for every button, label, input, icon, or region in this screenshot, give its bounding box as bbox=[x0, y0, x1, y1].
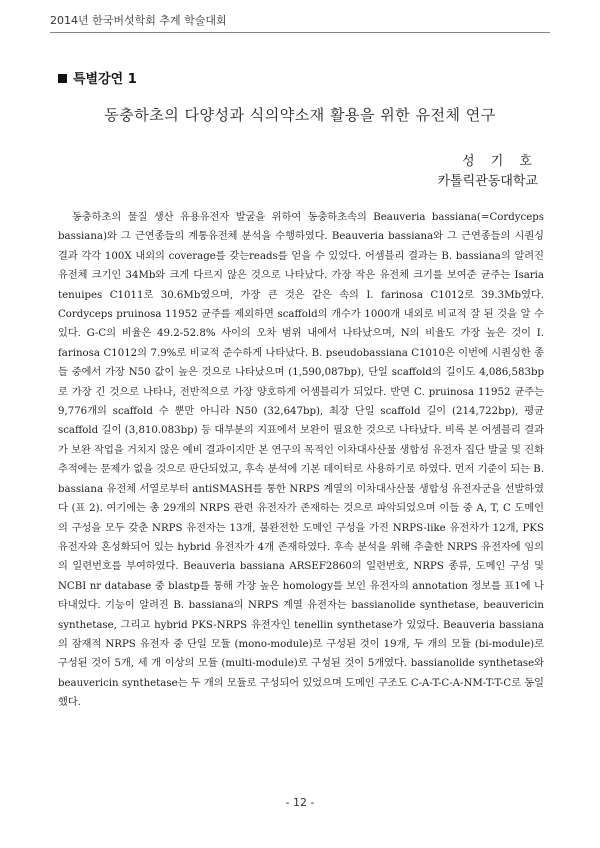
author-affiliation: 카톨릭관동대학교 bbox=[437, 174, 538, 189]
abstract-paragraph: 동충하초의 물질 생산 유용유전자 발굴을 위하여 동충하초속의 Beauveria bassiana(=Cordyceps bassiana)와 그 근연종들의 계통유전체 분석을 수행하였다. Beauveria bassiana와 그 근연종들의 시퀀싱 결과 각각 100X 내외의 coverage를 갖는reads를 얻을 수 있었다. 어셈블리 결과는 B. bassiana의 알려진 유전체 크기인 34Mb와 크게 다르지 않은 것으로 나타났다. 가장 작은 유전체 크기를 보여준 균주는 Isaria tenuipes C1011로 30.6Mb였으며, 가장 큰 것은 같은 속의 I. farinosa C1012로 39.3Mb였다. Cordyceps pruinosa 11952 균주를 제외하면 scaffold의 개수가 1000개 내외로 비교적 잘 된 것을 알 수 있다. G-C의 비율은 49.2-52.8% 사이의 오차 범위 내에서 나타났으며, N의 비율도 가장 높은 것이 I. farinosa C1012의 7.9%로 비교적 준수하게 나타났다. B. pseudobassiana C1010은 이번에 시퀀싱한 종들 중에서 가장 N50 값이 높은 것으로 나타났으며 (1,590,087bp), 단일 scaffold의 길이도 4,086,583bp로 가장 긴 것으로 나타나, 전반적으로 가장 양호하게 어셈블리가 되었다. 반면 C. pruinosa 11952 균주는 9,776개의 scaffold 수 뿐만 아니라 N50 (32,647bp), 최장 단일 scaffold 길이 (214,722bp), 평균 scaffold 길이 (3,810.083bp) 등 대부분의 지표에서 보완이 필요한 것으로 나타났다. 비록 본 어셈블리 결과가 보완 작업을 거치지 않은 예비 결과이지만 본 연구의 목적인 이차대사산물 생합성 유전자 집단 발굴 및 진화 추적에는 문제가 없을 것으로 판단되었고, 후속 분석에 기본 데이터로 사용하기로 하였다. 먼저 기준이 되는 B. bassiana 유전체 서열로부터 antiSMASH를 통한 NRPS 계열의 이차대사산물 생합성 유전자군을 선발하였다 (표 2). 여기에는 총 29개의 NRPS 관련 유전자가 존재하는 것으로 파악되었으며 이들 중 A, T, C 도메인의 구성을 모두 갖춘 NRPS 유전자는 13개, 불완전한 도메인 구성을 가진 NRPS-like 유전자가 12개, PKS 유전자와 혼성화되어 있는 hybrid 유전자가 4개 존재하였다. 후속 분석을 위해 추출한 NRPS 유전자에 임의의 일련번호를 부여하였다. Beauveria bassiana ARSEF2860의 일련번호, NRPS 종류, 도메인 구성 및 NCBI nr database 중 blastp를 통해 가장 높은 homology를 보인 유전자의 annotation 정보를 표1에 나타내었다. 기능이 알려진 B. bassiana의 NRPS 계열 유전자는 bassianolide synthetase, beauvericin synthetase, 그리고 hybrid PKS-NRPS 유전자인 tenellin synthetase가 있었다. Beauveria bassiana의 잠재적 NRPS 유전자 중 단일 모듈 (mono-module)로 구성된 것이 19개, 두 개의 모듈 (bi-module)로 구성된 것이 5개, 세 개 이상의 모듈 (multi-module)로 구성된 것이 5개였다. bassianolide synthetase와 beauvericin synthetase는 두 개의 모듈로 구성되어 있었으며 도메인 구조도 C-A-T-C-A-NM-T-T-C로 동일했다. bbox=[58, 212, 544, 709]
section-heading bbox=[58, 68, 137, 87]
author-name: 성 기 호 bbox=[462, 154, 538, 169]
square-bullet-icon bbox=[58, 74, 67, 83]
running-header: 2014년 한국버섯학회 추계 학술대회 bbox=[50, 12, 550, 33]
paper-title: 동충하초의 다양성과 식의약소재 활용을 위한 유전체 연구 bbox=[104, 106, 496, 124]
page-number: - 12 - bbox=[285, 796, 315, 809]
section-label: 특별강연 1 bbox=[73, 72, 137, 87]
abstract-body bbox=[58, 208, 544, 713]
